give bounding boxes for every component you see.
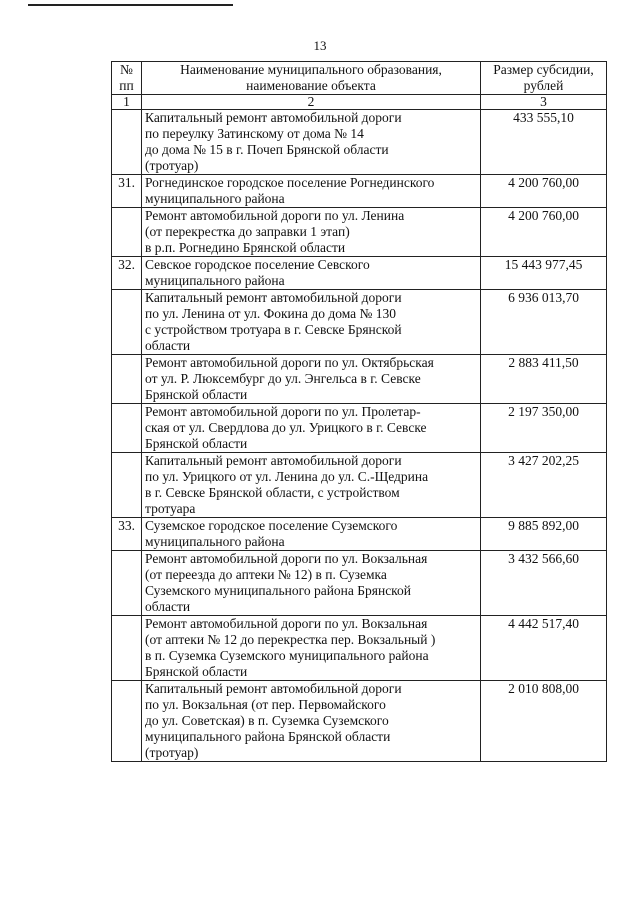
row-name bbox=[142, 518, 481, 551]
row-name bbox=[142, 175, 481, 208]
table-row bbox=[112, 257, 607, 290]
row-name-line: Ремонт автомобильной дороги по ул. Ленина bbox=[145, 208, 405, 223]
row-name-line: Рогнединское городское поселение Рогнединского bbox=[145, 175, 435, 190]
table-row bbox=[112, 404, 607, 453]
table-row bbox=[112, 453, 607, 518]
row-number bbox=[112, 551, 142, 616]
header-name bbox=[142, 62, 481, 95]
row-name bbox=[142, 110, 481, 175]
row-name-line: Суземское городское поселение Суземского bbox=[145, 518, 398, 533]
row-name-line: Брянской области bbox=[145, 664, 248, 679]
row-number bbox=[112, 404, 142, 453]
row-name-line: Ремонт автомобильной дороги по ул. Вокзальная bbox=[145, 551, 428, 566]
row-amount: 3 432 566,60 bbox=[481, 551, 607, 616]
row-name-line: Капитальный ремонт автомобильной дороги bbox=[145, 290, 402, 305]
row-name-line: до ул. Советская) в п. Суземка Суземского bbox=[145, 713, 389, 728]
table-body bbox=[112, 110, 607, 762]
row-amount: 4 442 517,40 bbox=[481, 616, 607, 681]
row-name-line: муниципального района bbox=[145, 273, 285, 288]
row-name-line: Ремонт автомобильной дороги по ул. Пролетар- bbox=[145, 404, 421, 419]
row-name-line: по переулку Затинскому от дома № 14 bbox=[145, 126, 364, 141]
table-row bbox=[112, 518, 607, 551]
row-amount: 4 200 760,00 bbox=[481, 208, 607, 257]
table-row bbox=[112, 355, 607, 404]
row-amount: 3 427 202,25 bbox=[481, 453, 607, 518]
row-name-line: в п. Суземка Суземского муниципального района bbox=[145, 648, 429, 663]
row-amount: 15 443 977,45 bbox=[481, 257, 607, 290]
row-name-line: по ул. Ленина от ул. Фокина до дома № 130 bbox=[145, 306, 397, 321]
row-number: 31. bbox=[112, 175, 142, 208]
row-amount: 2 010 808,00 bbox=[481, 681, 607, 762]
row-name-line: в р.п. Рогнедино Брянской области bbox=[145, 240, 346, 255]
row-name bbox=[142, 551, 481, 616]
row-name-line: Капитальный ремонт автомобильной дороги bbox=[145, 110, 402, 125]
row-name bbox=[142, 355, 481, 404]
table-row bbox=[112, 175, 607, 208]
row-number bbox=[112, 453, 142, 518]
column-index-3: 3 bbox=[481, 95, 607, 110]
row-name-line: Ремонт автомобильной дороги по ул. Вокзальная bbox=[145, 616, 428, 631]
row-amount: 2 197 350,00 bbox=[481, 404, 607, 453]
row-name-line: Ремонт автомобильной дороги по ул. Октябрьская bbox=[145, 355, 434, 370]
row-name-line: (тротуар) bbox=[145, 158, 199, 173]
row-name-line: от ул. Р. Люксембург до ул. Энгельса в г. Севске bbox=[145, 371, 421, 386]
row-name bbox=[142, 257, 481, 290]
row-name-line: в г. Севске Брянской области, с устройством bbox=[145, 485, 400, 500]
column-index-2: 2 bbox=[142, 95, 481, 110]
row-name-line: Капитальный ремонт автомобильной дороги bbox=[145, 681, 402, 696]
table-row bbox=[112, 290, 607, 355]
table-row bbox=[112, 616, 607, 681]
row-name-line: Брянской области bbox=[145, 387, 248, 402]
page-number: 13 bbox=[313, 38, 327, 53]
row-amount: 2 883 411,50 bbox=[481, 355, 607, 404]
row-name-line: муниципального района bbox=[145, 534, 285, 549]
subsidy-table bbox=[111, 61, 607, 762]
column-index-1: 1 bbox=[112, 95, 142, 110]
header-amount-line-1: Размер субсидии, bbox=[493, 62, 594, 77]
row-name bbox=[142, 290, 481, 355]
top-rule bbox=[28, 4, 233, 6]
header-name-line-2: наименование объекта bbox=[246, 78, 376, 93]
row-name-line: Брянской области bbox=[145, 436, 248, 451]
row-name-line: Капитальный ремонт автомобильной дороги bbox=[145, 453, 402, 468]
row-name bbox=[142, 404, 481, 453]
row-name-line: (тротуар) bbox=[145, 745, 199, 760]
row-name bbox=[142, 208, 481, 257]
header-name-line-1: Наименование муниципального образования, bbox=[180, 62, 442, 77]
table-row bbox=[112, 681, 607, 762]
header-row bbox=[112, 62, 607, 95]
row-name-line: Севское городское поселение Севского bbox=[145, 257, 370, 272]
row-name-line: до дома № 15 в г. Почеп Брянской области bbox=[145, 142, 389, 157]
row-name-line: по ул. Урицкого от ул. Ленина до ул. С.-Щедрина bbox=[145, 469, 429, 484]
row-number bbox=[112, 208, 142, 257]
column-index-row bbox=[112, 95, 607, 110]
row-name bbox=[142, 616, 481, 681]
row-name-line: муниципального района Брянской области bbox=[145, 729, 391, 744]
row-name-line: по ул. Вокзальная (от пер. Первомайского bbox=[145, 697, 386, 712]
row-amount: 4 200 760,00 bbox=[481, 175, 607, 208]
row-number: 32. bbox=[112, 257, 142, 290]
row-name-line: (от перекрестка до заправки 1 этап) bbox=[145, 224, 350, 239]
row-amount: 9 885 892,00 bbox=[481, 518, 607, 551]
row-name-line: тротуара bbox=[145, 501, 196, 516]
row-amount: 6 936 013,70 bbox=[481, 290, 607, 355]
header-number-line-2: пп bbox=[119, 78, 134, 93]
header-amount bbox=[481, 62, 607, 95]
header-number bbox=[112, 62, 142, 95]
table-row bbox=[112, 551, 607, 616]
header-amount-line-2: рублей bbox=[523, 78, 564, 93]
row-number bbox=[112, 110, 142, 175]
row-number bbox=[112, 290, 142, 355]
row-number: 33. bbox=[112, 518, 142, 551]
row-name-line: (от переезда до аптеки № 12) в п. Суземка bbox=[145, 567, 387, 582]
row-name bbox=[142, 681, 481, 762]
row-name-line: (от аптеки № 12 до перекрестка пер. Вокзальный ) bbox=[145, 632, 436, 647]
row-amount: 433 555,10 bbox=[481, 110, 607, 175]
row-name-line: с устройством тротуара в г. Севске Брянской bbox=[145, 322, 402, 337]
row-name-line: области bbox=[145, 599, 191, 614]
header-number-line-1: № bbox=[120, 62, 133, 77]
table-row bbox=[112, 208, 607, 257]
row-number bbox=[112, 681, 142, 762]
row-name-line: ская от ул. Свердлова до ул. Урицкого в г. Севске bbox=[145, 420, 427, 435]
row-number bbox=[112, 355, 142, 404]
row-name-line: области bbox=[145, 338, 191, 353]
row-name bbox=[142, 453, 481, 518]
row-number bbox=[112, 616, 142, 681]
table-row bbox=[112, 110, 607, 175]
row-name-line: муниципального района bbox=[145, 191, 285, 206]
row-name-line: Суземского муниципального района Брянской bbox=[145, 583, 412, 598]
